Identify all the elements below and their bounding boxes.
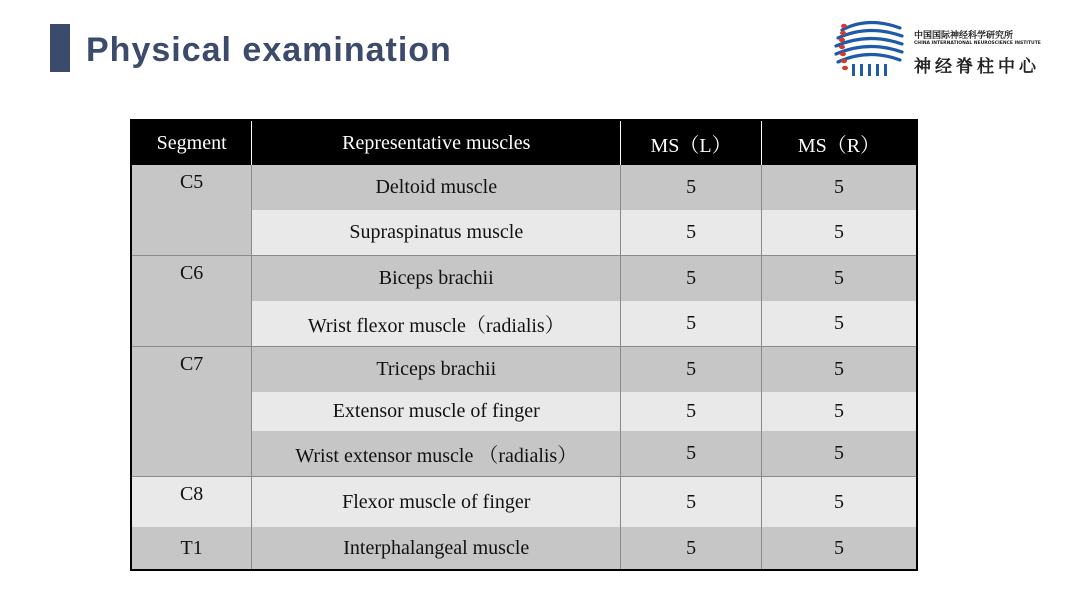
table-row — [131, 165, 917, 210]
ms-right-cell: 5 — [761, 392, 917, 431]
table-row — [131, 527, 917, 570]
ms-right-cell: 5 — [761, 527, 917, 570]
table-row — [131, 477, 917, 528]
ms-left-cell: 5 — [621, 347, 762, 393]
segment-cell: T1 — [131, 527, 252, 570]
institute-logo — [832, 18, 1062, 78]
muscle-cell: Triceps brachii — [252, 347, 621, 393]
logo-name-cn-big: 神经脊柱中心 — [914, 57, 1040, 77]
logo-name-en: CHINA INTERNATIONAL NEUROSCIENCE INSTITUTE — [914, 41, 1041, 46]
ms-left-cell: 5 — [621, 165, 762, 210]
ms-right-cell: 5 — [761, 301, 917, 347]
segment-cell: C6 — [131, 256, 252, 347]
muscle-cell: Wrist flexor muscle（radialis） — [252, 301, 621, 347]
ms-right-cell: 5 — [761, 165, 917, 210]
ms-left-cell: 5 — [621, 431, 762, 477]
ms-right-cell: 5 — [761, 256, 917, 302]
ms-left-cell: 5 — [621, 527, 762, 570]
header-segment: Segment — [131, 120, 252, 165]
segment-cell: C7 — [131, 347, 252, 477]
ms-right-cell: 5 — [761, 347, 917, 393]
header-ms-right: MS（R） — [761, 120, 917, 165]
table-row — [131, 256, 917, 302]
ms-left-cell: 5 — [621, 256, 762, 302]
ms-right-cell: 5 — [761, 431, 917, 477]
header-ms-left: MS（L） — [621, 120, 762, 165]
muscle-strength-table — [130, 119, 918, 571]
muscle-cell: Deltoid muscle — [252, 165, 621, 210]
table-row — [131, 347, 917, 393]
segment-cell: C8 — [131, 477, 252, 528]
ms-left-cell: 5 — [621, 210, 762, 256]
segment-cell: C5 — [131, 165, 252, 256]
header-muscles: Representative muscles — [252, 120, 621, 165]
muscle-cell: Supraspinatus muscle — [252, 210, 621, 256]
ms-left-cell: 5 — [621, 477, 762, 528]
ms-left-cell: 5 — [621, 392, 762, 431]
muscle-cell: Flexor muscle of finger — [252, 477, 621, 528]
muscle-cell: Wrist extensor muscle （radialis） — [252, 431, 621, 477]
page-title: Physical examination — [86, 31, 452, 69]
logo-name-cn-small: 中国国际神经科学研究所 — [914, 31, 1014, 41]
ms-right-cell: 5 — [761, 210, 917, 256]
spine-logo-icon — [832, 18, 904, 78]
ms-right-cell: 5 — [761, 477, 917, 528]
title-accent-bar — [50, 24, 70, 72]
muscle-cell: Biceps brachii — [252, 256, 621, 302]
ms-left-cell: 5 — [621, 301, 762, 347]
muscle-cell: Extensor muscle of finger — [252, 392, 621, 431]
muscle-cell: Interphalangeal muscle — [252, 527, 621, 570]
table-header-row — [131, 120, 917, 165]
